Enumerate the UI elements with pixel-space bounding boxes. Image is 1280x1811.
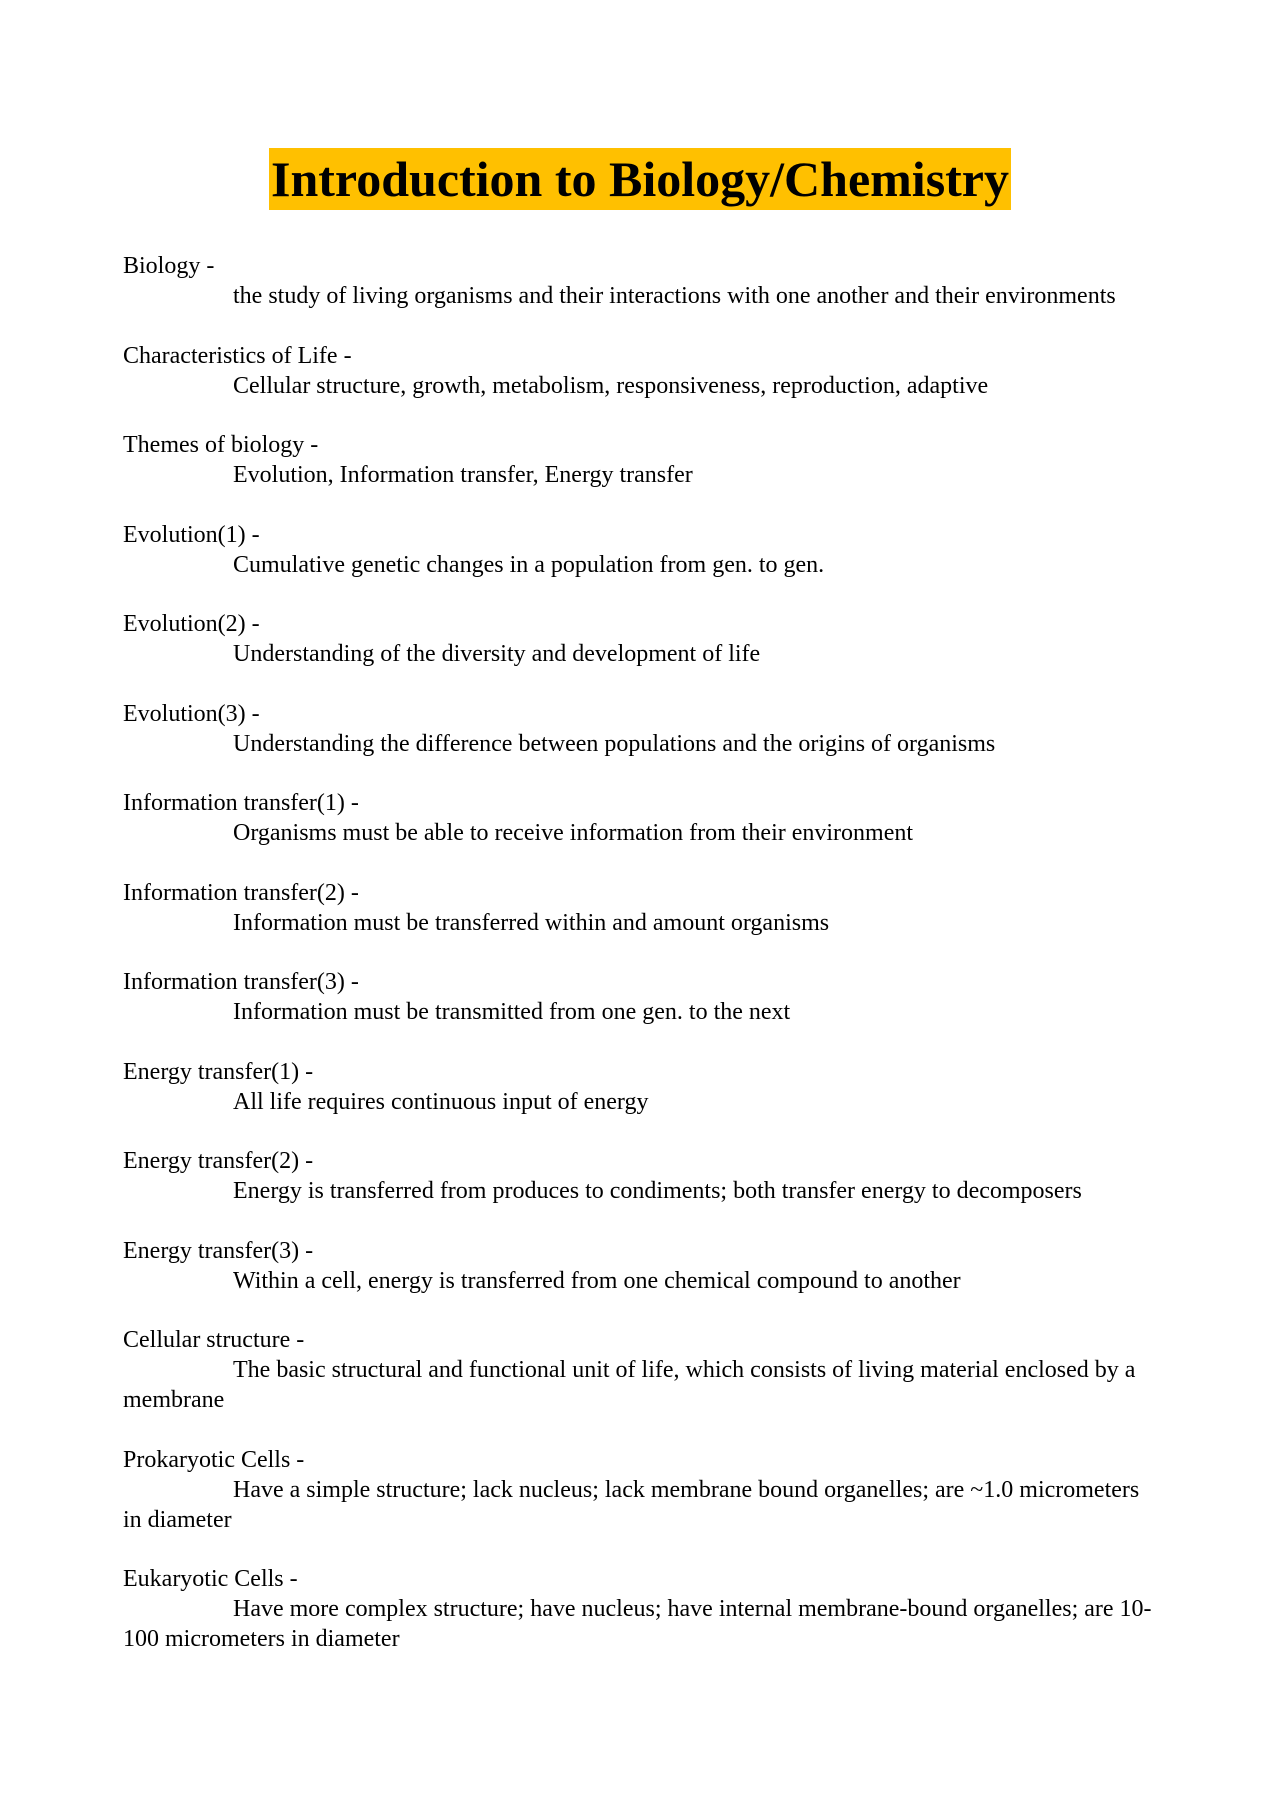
entry-definition: Information must be transmitted from one gen. to the next: [233, 999, 791, 1025]
entry-term: Evolution(3) -: [123, 700, 260, 727]
page-title: Introduction to Biology/Chemistry: [269, 148, 1011, 210]
glossary-entry: [123, 520, 1163, 580]
glossary-entry: [123, 1146, 1163, 1206]
glossary-entry: [123, 878, 1163, 938]
entry-term: Energy transfer(2) -: [123, 1148, 314, 1174]
entry-definition: Evolution, Information transfer, Energy transfer: [233, 462, 693, 488]
glossary-entry: [123, 1057, 1163, 1117]
glossary-entry: [123, 699, 1163, 759]
entry-term: Characteristics of Life -: [123, 342, 352, 369]
glossary-entry: [123, 251, 1163, 311]
entry-definition: The basic structural and functional unit of life, which consists of living material enclosed by a membrane: [123, 1357, 1136, 1413]
entry-definition: All life requires continuous input of energy: [233, 1088, 649, 1115]
entry-definition: Understanding the difference between populations and the origins of organisms: [233, 730, 996, 757]
entry-term: Prokaryotic Cells -: [123, 1446, 305, 1473]
entry-term: Information transfer(3) -: [123, 969, 359, 995]
entry-definition: Cellular structure, growth, metabolism, responsiveness, reproduction, adaptive: [233, 372, 989, 399]
entry-definition: the study of living organisms and their interactions with one another and their environments: [233, 283, 1116, 309]
entry-definition: Understanding of the diversity and development of life: [233, 641, 761, 667]
entry-definition: Have a simple structure; lack nucleus; lack membrane bound organelles; are ~1.0 micrometers in diameter: [123, 1476, 1140, 1533]
glossary-entry: [123, 430, 1163, 490]
entry-definition: Energy is transferred from produces to condiments; both transfer energy to decomposers: [233, 1178, 1082, 1204]
entry-term: Themes of biology -: [123, 432, 319, 458]
entry-definition: Organisms must be able to receive information from their environment: [233, 820, 914, 846]
glossary-entry: [123, 788, 1163, 848]
glossary-entry: [123, 1564, 1163, 1654]
entry-term: Information transfer(1) -: [123, 790, 359, 816]
entry-term: Information transfer(2) -: [123, 879, 359, 906]
entry-term: Energy transfer(1) -: [123, 1058, 314, 1085]
glossary-entry: [123, 1236, 1163, 1296]
entry-term: Energy transfer(3) -: [123, 1237, 314, 1264]
glossary-entry: [123, 1325, 1163, 1415]
entry-definition: Cumulative genetic changes in a population from gen. to gen.: [233, 551, 825, 578]
entry-term: Evolution(2) -: [123, 611, 260, 637]
entry-definition: Within a cell, energy is transferred from one chemical compound to another: [233, 1267, 961, 1294]
title-container: [0, 148, 1280, 210]
entry-term: Cellular structure -: [123, 1327, 305, 1353]
glossary-entry: [123, 609, 1163, 669]
entry-term: Evolution(1) -: [123, 521, 260, 548]
entry-term: Biology -: [123, 253, 215, 279]
glossary-entry: [123, 967, 1163, 1027]
glossary-entry: [123, 1445, 1163, 1535]
glossary-list: [123, 251, 1163, 1684]
entry-term: Eukaryotic Cells -: [123, 1566, 298, 1592]
entry-definition: Information must be transferred within and amount organisms: [233, 909, 830, 936]
glossary-entry: [123, 341, 1163, 401]
entry-definition: Have more complex structure; have nucleus; have internal membrane-bound organelles; are 10-100 micrometers in diameter: [123, 1596, 1152, 1652]
